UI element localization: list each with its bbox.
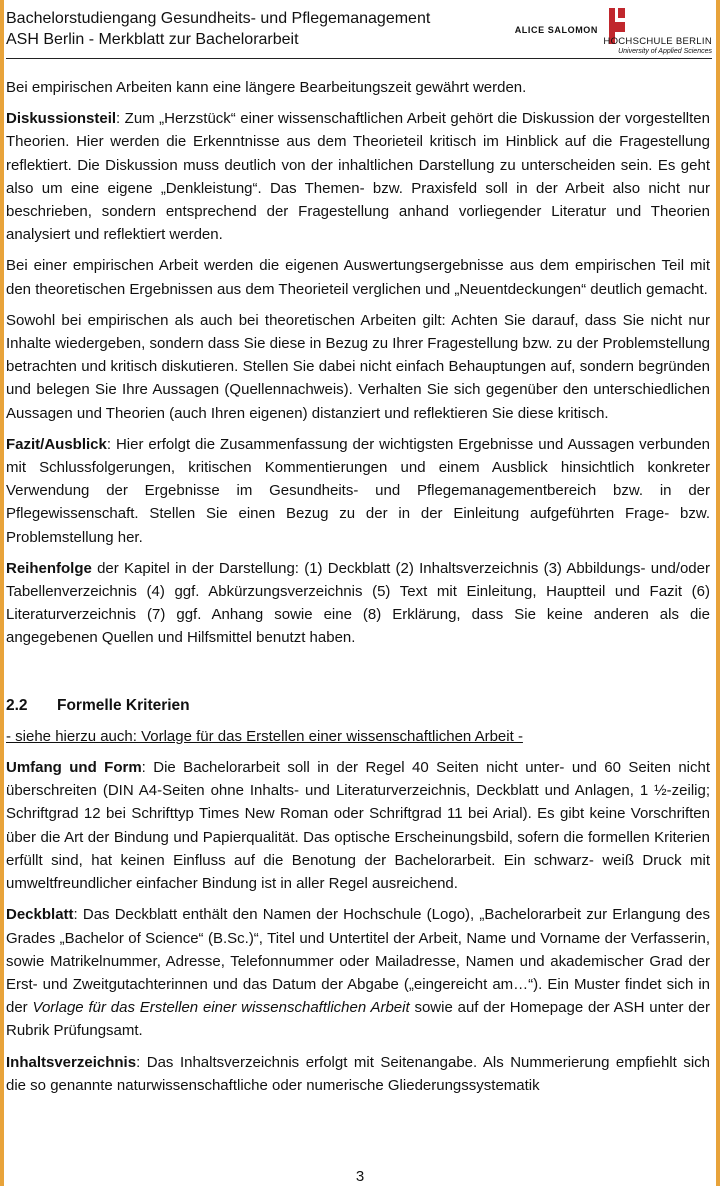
header-line-2: ASH Berlin - Merkblatt zur Bachelorarbeit [6,31,299,48]
paragraph-reihenfolge: Reihenfolge der Kapitel in der Darstellung: (1) Deckblatt (2) Inhaltsverzeichnis (3) Abbildungs- und/oder Tabellenverzeichnis (4) ggf. Abkürzungsverzeichnis (5) Text mit Einleitung, Hauptteil und Fazit (6) Literaturverzeichnis (7) ggf. Anhang sowie eine (8) Erklärung, dass Sie keine anderen als die angegebenen Quellen und Hilfsmittel benutzt haben. [6,559,710,647]
header-line-1: Bachelorstudiengang Gesundheits- und Pflegemanagement [6,10,431,27]
university-logo [512,8,712,60]
logo-text-right: HOCHSCHULE BERLIN [603,36,712,47]
paragraph-deckblatt: Deckblatt: Das Deckblatt enthält den Namen der Hochschule (Logo), „Bachelorarbeit zur Erlangung des Grades „Bachelor of Science“ (B.Sc.)“, Titel und Untertitel der Arbeit, Name und Vorname der Verfasserin, sowie Matrikelnummer, Adresse, Telefonnummer oder Mailadresse, Namen und akademischer Grad der Erst- und Zweitgutachterinnen und das Datum der Abgabe („eingereicht am…“). Ein Muster findet sich in der Vorlage für das Erstellen einer wissenschaftlichen Arbeit sowie auf der Homepage der ASH unter der Rubrik Prüfungsamt. [6,906,710,1040]
document-body [6,76,710,1105]
reference-note: - siehe hierzu auch: Vorlage für das Erstellen einer wissenschaftlichen Arbeit - [6,727,523,745]
paragraph-umfang: Umfang und Form: Die Bachelorarbeit soll in der Regel 40 Seiten nicht unter- und 60 Seiten nicht überschreiten (DIN A4-Seiten ohne Inhalts- und Literaturverzeichnis, Deckblatt und Anlagen, 1 ½-zeilig; Schriftgrad 12 bei Schrifttyp Times New Roman oder Schriftgrad 11 bei Arial). Es gibt keine Vorschriften über die Art der Bindung und Papierqualität. Das optische Erscheinungsbild, sofern die formellen Kriterien erfüllt sind, hat keinen Einfluss auf die Benotung der Bachelorarbeit. Ein schwarz- weiß Druck mit umweltfreundlicher einfacher Bindung ist in aller Regel ausreichend. [6,759,711,893]
page-edge-right [716,0,720,1186]
paragraph: Bei einer empirischen Arbeit werden die eigenen Auswertungsergebnisse aus dem empirischen Teil mit den theoretischen Ergebnissen aus dem Theorieteil verglichen und „Neuentdeckungen“ deutlich gemacht. [6,257,710,298]
term: Umfang und Form [6,759,142,777]
paragraph: Sowohl bei empirischen als auch bei theoretischen Arbeiten gilt: Achten Sie darauf, dass Sie nicht nur Inhalte wiedergeben, sondern dass Sie diese in Bezug zu Ihrer Fragestellung bzw. zu der Problemstellung betrachten und kritisch diskutieren. Stellen Sie dabei nicht einfach Behauptungen auf, sondern begründen und belegen Sie Ihre Aussagen (Quellennachweis). Verhalten Sie sich gegenüber den unterschiedlichen Aussagen und Theorien (auch Ihren eigenen) distanziert und reflektieren Sie diese kritisch. [6,311,710,422]
paragraph-inhalt: Inhaltsverzeichnis: Das Inhaltsverzeichnis erfolgt mit Seitenangabe. Als Nummerierung empfiehlt sich die so genannte naturwissenschaftliche oder numerische Gliederungssystematik [6,1053,710,1094]
section-number: 2.2 [6,696,28,714]
paragraph-fazit: Fazit/Ausblick: Hier erfolgt die Zusammenfassung der wichtigsten Ergebnisse und Aussagen verbunden mit Schlussfolgerungen, kritischen Kommentierungen und einem Ausblick hinsichtlich konkreter Verwendung der Ergebnisse im Gesundheits- und Pflegemanagementbereich bzw. in der Pflegewissenschaft. Stellen Sie einen Bezug zu der in der Einleitung aufgeführten Frage- bzw. Problemstellung her. [6,435,710,546]
page-edge-left [0,0,4,1186]
paragraph-diskussion: Diskussionsteil: Zum „Herzstück“ einer wissenschaftlichen Arbeit gehört die Diskussion der vorgestellten Theorien. Hier werden die Erkenntnisse aus dem Theorieteil kritisch im Hinblick auf die Fragestellung reflektiert. Die Diskussion muss deutlich von der inhaltlichen Darstellung zu unterscheiden sein. Es geht also um eine eigene „Denkleistung“. Das Themen- bzw. Praxisfeld soll in der Arbeit also nicht nur beschrieben, sondern entsprechend der Fragestellung anhand vorliegender Literatur und Theorien analysiert und reflektiert werden. [6,110,710,244]
page-number: 3 [355,1168,365,1185]
logo-subtitle: University of Applied Sciences [618,48,712,55]
term: Diskussionsteil [6,110,117,128]
section-heading [6,694,710,717]
section-title: Formelle Kriterien [57,696,190,714]
term: Fazit/Ausblick [6,435,107,453]
paragraph: Bei empirischen Arbeiten kann eine längere Bearbeitungszeit gewährt werden. [6,79,527,96]
term: Reihenfolge [6,559,92,577]
term: Inhaltsverzeichnis [6,1053,137,1071]
term: Deckblatt [6,906,74,924]
logo-text-left: ALICE SALOMON [514,25,598,35]
